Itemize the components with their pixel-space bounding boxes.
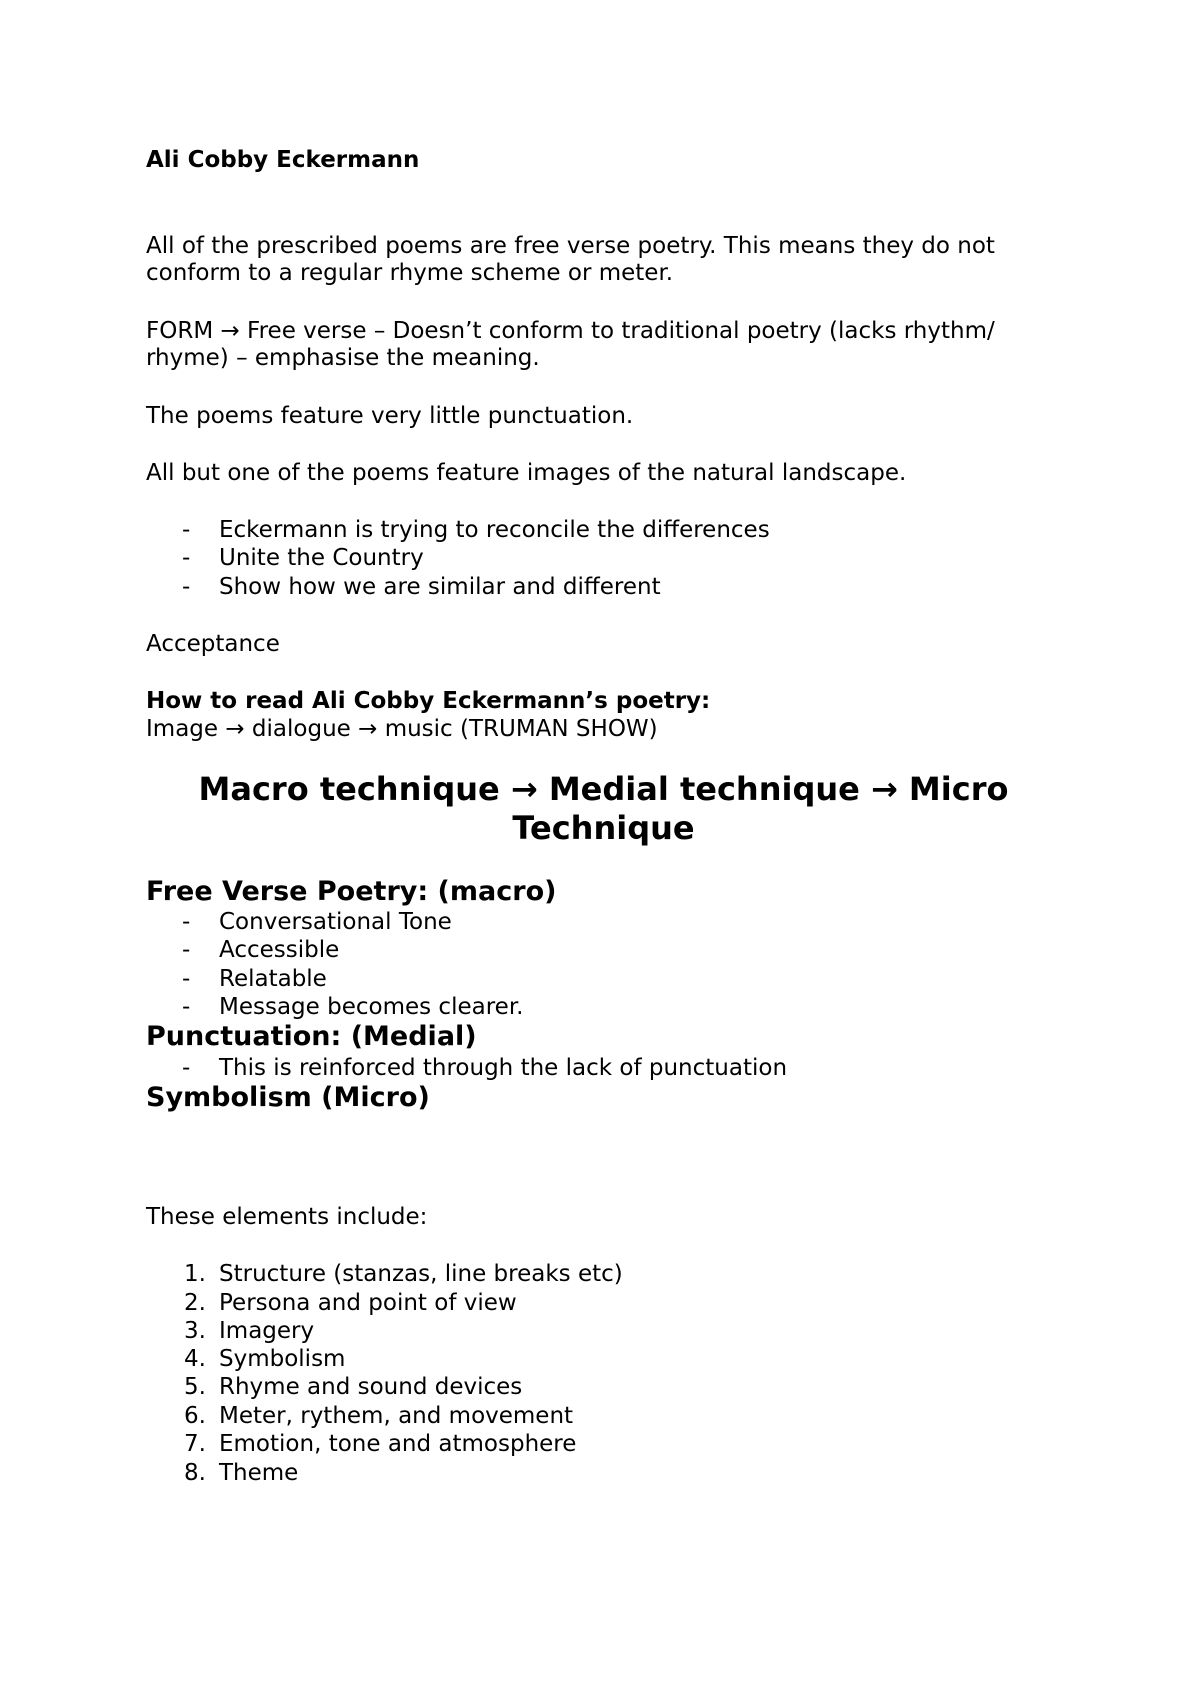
list-item-text: Rhyme and sound devices — [219, 1374, 523, 1400]
form-line-1: FORM → Free verse – Doesn’t conform to traditional poetry (lacks rhythm/ — [146, 318, 995, 344]
bullet-marker: - — [182, 517, 191, 543]
list-number: 5. — [184, 1374, 206, 1400]
technique-title-line-2: Technique — [512, 809, 695, 847]
list-number: 7. — [184, 1431, 206, 1457]
list-item-text: Message becomes clearer. — [219, 994, 524, 1020]
list-number: 1. — [184, 1261, 206, 1287]
list-number: 8. — [184, 1460, 206, 1486]
bullet-marker: - — [182, 966, 191, 992]
bullet-marker: - — [182, 574, 191, 600]
acceptance-label: Acceptance — [146, 631, 280, 657]
bullet-marker: - — [182, 1055, 191, 1081]
list-item-text: Imagery — [219, 1318, 315, 1344]
bullet-marker: - — [182, 545, 191, 571]
list-item-text: Accessible — [219, 937, 340, 963]
elements-intro: These elements include: — [146, 1204, 428, 1230]
intro-paragraph-line-1: All of the prescribed poems are free verse poetry. This means they do not — [146, 233, 995, 259]
list-number: 3. — [184, 1318, 206, 1344]
symbolism-heading: Symbolism (Micro) — [146, 1082, 430, 1113]
list-item-text: Relatable — [219, 966, 327, 992]
bullet-marker: - — [182, 909, 191, 935]
how-to-read-heading: How to read Ali Cobby Eckermann’s poetry: — [146, 688, 711, 714]
list-item-text: Theme — [219, 1460, 299, 1486]
list-number: 2. — [184, 1290, 206, 1316]
list-item-text: Emotion, tone and atmosphere — [219, 1431, 577, 1457]
intro-paragraph-line-2: conform to a regular rhyme scheme or meter. — [146, 260, 674, 286]
list-number: 6. — [184, 1403, 206, 1429]
punctuation-note: The poems feature very little punctuation. — [146, 403, 634, 429]
technique-title-line-1: Macro technique → Medial technique → Micro — [198, 770, 1009, 808]
list-item-text: Symbolism — [219, 1346, 346, 1372]
document-title: Ali Cobby Eckermann — [146, 147, 420, 173]
form-line-2: rhyme) – emphasise the meaning. — [146, 345, 540, 371]
list-item-text: Unite the Country — [219, 545, 424, 571]
bullet-marker: - — [182, 994, 191, 1020]
free-verse-heading: Free Verse Poetry: (macro) — [146, 876, 557, 907]
how-to-read-line: Image → dialogue → music (TRUMAN SHOW) — [146, 716, 658, 742]
list-item-text: Show how we are similar and different — [219, 574, 661, 600]
punctuation-heading: Punctuation: (Medial) — [146, 1021, 477, 1052]
list-item-text: Meter, rythem, and movement — [219, 1403, 574, 1429]
list-item-text: Eckermann is trying to reconcile the differences — [219, 517, 770, 543]
list-item-text: Structure (stanzas, line breaks etc) — [219, 1261, 623, 1287]
landscape-note: All but one of the poems feature images of the natural landscape. — [146, 460, 907, 486]
bullet-marker: - — [182, 937, 191, 963]
list-item-text: Persona and point of view — [219, 1290, 517, 1316]
list-number: 4. — [184, 1346, 206, 1372]
list-item-text: This is reinforced through the lack of punctuation — [219, 1055, 788, 1081]
list-item-text: Conversational Tone — [219, 909, 452, 935]
